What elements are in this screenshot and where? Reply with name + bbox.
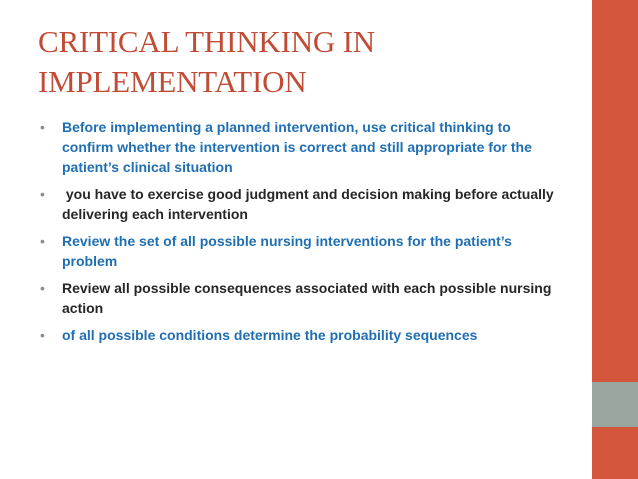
bullet-dot-icon: • — [40, 186, 45, 202]
bullet-item — [40, 117, 560, 177]
bullet-list — [40, 117, 560, 352]
bullet-item — [40, 278, 560, 318]
bullet-text: Review all possible consequences associated with each possible nursing action — [62, 280, 552, 316]
bullet-dot-icon: • — [40, 327, 45, 343]
slide-title: CRITICAL THINKING IN IMPLEMENTATION — [38, 24, 375, 99]
bullet-dot-icon: • — [40, 119, 45, 135]
bullet-text: Before implementing a planned intervention, use critical thinking to confirm whether the intervention is correct and still appropriate for the patient’s clinical situation — [62, 119, 532, 175]
bullet-dot-icon: • — [40, 233, 45, 249]
bullet-item — [40, 184, 560, 224]
bullet-dot-icon: • — [40, 280, 45, 296]
bullet-item — [40, 325, 560, 345]
side-accent-block — [592, 382, 638, 427]
bullet-text: you have to exercise good judgment and decision making before actually delivering each intervention — [62, 186, 558, 222]
bullet-text: Review the set of all possible nursing interventions for the patient’s problem — [62, 233, 512, 269]
bullet-item — [40, 231, 560, 271]
bullet-text: of all possible conditions determine the probability sequences — [62, 327, 478, 343]
